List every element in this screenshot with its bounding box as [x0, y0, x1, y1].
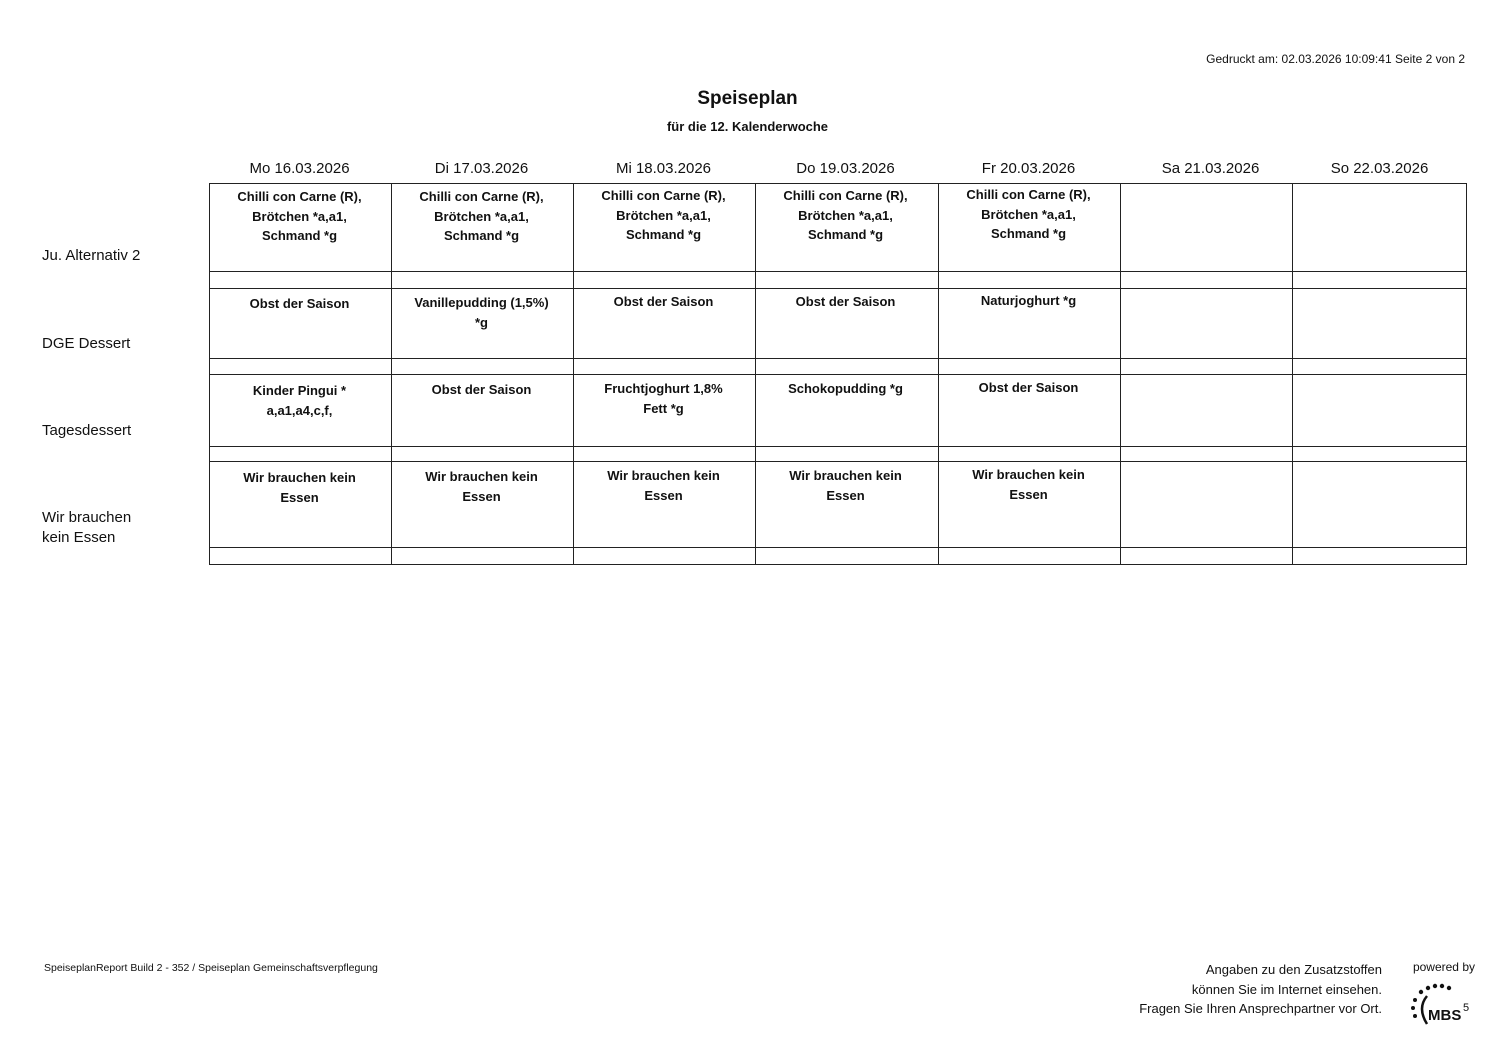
menu-cell: Fruchtjoghurt 1,8% Fett *g — [604, 381, 723, 416]
mbs-logo-icon — [1403, 978, 1473, 1028]
menu-cell: Kinder Pingui * a,a1,a4,c,f, — [252, 383, 347, 418]
day-header: So 22.03.2026 — [1330, 160, 1429, 177]
additives-info-line: Angaben zu den Zusatzstoffen — [1205, 962, 1382, 977]
menu-cell: Obst der Saison — [431, 382, 532, 397]
day-header: Sa 21.03.2026 — [1161, 160, 1260, 177]
row-label-tagesdessert: Tagesdessert — [42, 422, 132, 439]
additives-info-line: Fragen Sie Ihren Ansprechpartner vor Ort. — [1139, 1001, 1382, 1016]
powered-by-label: powered by — [1412, 960, 1475, 974]
menu-cell: Obst der Saison — [978, 380, 1079, 395]
menu-cell: Wir brauchen kein Essen — [972, 467, 1085, 502]
menu-cell: Schokopudding *g — [788, 381, 903, 396]
menu-cell: Chilli con Carne (R), Brötchen *a,a1, Schmand *g — [601, 188, 726, 242]
grid-row-line — [210, 271, 1466, 272]
day-header: Do 19.03.2026 — [796, 160, 895, 177]
page-subtitle: für die 12. Kalenderwoche — [666, 119, 829, 134]
menu-cell: Chilli con Carne (R), Brötchen *a,a1, Schmand *g — [783, 188, 908, 242]
day-header: Fr 20.03.2026 — [981, 160, 1076, 177]
grid-row-line — [210, 374, 1466, 375]
additives-info — [1139, 960, 1382, 1019]
logo-text: MBS — [1428, 1007, 1462, 1024]
printed-timestamp: Gedruckt am: 02.03.2026 10:09:41 Seite 2 von 2 — [1206, 52, 1465, 66]
menu-cell: Wir brauchen kein Essen — [607, 468, 720, 503]
grid-row-line — [210, 288, 1466, 289]
menu-cell: Vanillepudding (1,5%) *g — [414, 295, 549, 330]
menu-cell: Obst der Saison — [795, 294, 896, 309]
menu-cell: Wir brauchen kein Essen — [243, 470, 356, 505]
menu-cell: Naturjoghurt *g — [980, 293, 1077, 308]
day-header: Mo 16.03.2026 — [249, 160, 350, 177]
menu-cell: Chilli con Carne (R), Brötchen *a,a1, Schmand *g — [966, 187, 1091, 241]
additives-info-line: können Sie im Internet einsehen. — [1191, 981, 1382, 997]
report-footer: SpeiseplanReport Build 2 - 352 / Speiseplan Gemeinschaftsverpflegung — [44, 962, 378, 974]
menu-cell: Obst der Saison — [249, 296, 350, 311]
logo-superscript: 5 — [1463, 1002, 1470, 1014]
grid-row-line — [210, 461, 1466, 462]
menu-cell: Chilli con Carne (R), Brötchen *a,a1, Schmand *g — [237, 189, 362, 243]
row-label-dge-dessert: DGE Dessert — [42, 335, 131, 352]
menu-cell: Wir brauchen kein Essen — [789, 468, 902, 503]
menu-cell: Chilli con Carne (R), Brötchen *a,a1, Schmand *g — [419, 189, 544, 243]
row-label-wir-brauchen: Wir brauchen kein Essen — [42, 509, 132, 546]
row-label-ju-alternativ: Ju. Alternativ 2 — [42, 247, 141, 264]
day-header: Mi 18.03.2026 — [615, 160, 712, 177]
page-title: Speiseplan — [697, 88, 798, 109]
menu-cell: Wir brauchen kein Essen — [425, 469, 538, 504]
grid-row-line — [210, 446, 1466, 447]
grid-row-line — [210, 547, 1466, 548]
day-header: Di 17.03.2026 — [434, 160, 529, 177]
grid-row-line — [210, 358, 1466, 359]
menu-cell: Obst der Saison — [613, 294, 714, 309]
